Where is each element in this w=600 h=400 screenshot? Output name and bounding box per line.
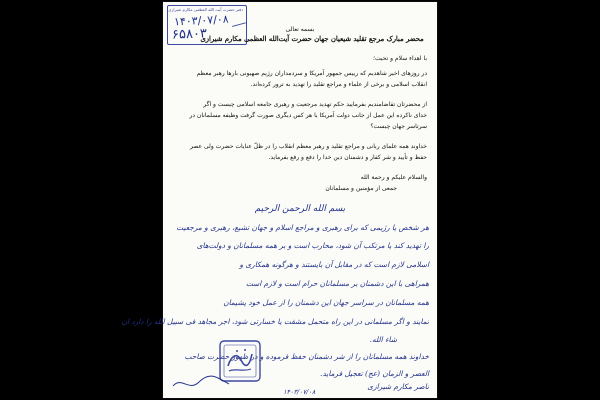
paragraph1-line2: انقلاب اسلامی و برخی از علماء و مراجع تقلید را تهدید به ترور کرده‌اند. <box>250 81 427 88</box>
letter-title: محضر مبارک مرجع تقلید شیعیان جهان حضرت آیت‌الله العظمی مکارم شیرازی <box>200 35 424 43</box>
reply-line-4: همراهی با این دشمنان بر مسلمانان حرام است و لازم است <box>245 279 429 288</box>
reply-closing-line-2: العصر و الزمان (عج) تعجیل فرماید. <box>320 369 429 378</box>
reply-line-5: همه مسلمانان در سراسر جهان این دشمنان را از عمل خود پشیمان <box>223 298 429 307</box>
signature-flourish-icon <box>171 372 231 394</box>
paragraph1-line1: در روزهای اخیر شاهدیم که رییس جمهور آمریکا و سردمداران رژیم صهیونی بارها رهبر معظم <box>196 70 427 77</box>
letter-signature: جمعی از مؤمنین و مسلمانان <box>325 185 397 192</box>
reply-bismillah: بسم الله الرحمن الرحیم <box>254 204 346 214</box>
seal-dot <box>236 350 238 352</box>
paragraph3-line2: حفظ و تأیید و شر کفار و دشمنان دین خدا را دفع و رفع بفرماید. <box>268 154 427 161</box>
reply-line-1: هر شخص یا رژیمی که برای رهبری و مراجع اسلام و جهان تشیع، رهبری و مرجعیت <box>176 223 429 232</box>
reply-date: ۱۴۰۳/۰۷/۰۸ <box>283 388 316 396</box>
letter-page <box>121 2 437 398</box>
stamp-date: ۱۴۰۳/۰۷/۰۸ <box>173 12 229 29</box>
seal-calligraphy-base <box>229 369 251 371</box>
reply-line-3: اسلامی لازم است که در مقابل آن بایستند و هرگونه همکاری و <box>239 260 429 269</box>
reply-line-2: را تهدید کند یا مرتکب آن شود، محارب است و بر همه مسلمانان و دولت‌های <box>196 241 429 250</box>
paragraph2-line1: از محضرتان تقاضامندیم بفرمایید حکم تهدید مرجعیت و رهبری جامعه اسلامی چیست و اگر <box>203 101 427 108</box>
seal-calligraphy-stroke <box>228 354 252 366</box>
reply-closing-line-1: خداوند همه مسلمانان را از شر دشمنان حفظ فرموده و در ظهور حضرت صاحب <box>184 352 429 361</box>
stamp-number: ۶۵۸۰۳ <box>171 26 208 43</box>
reply-signer: ناصر مکارم شیرازی <box>367 382 429 391</box>
reply-line-7: شاء الله. <box>369 335 397 344</box>
paragraph2-line3: سرتاسر جهان چیست؟ <box>370 123 427 130</box>
seal-dot <box>244 349 246 351</box>
letter-greeting: با اهداء سلام و تحیت؛ <box>373 55 427 62</box>
paragraph3-line1: خداوند همه علمای ربانی و مراجع تقلید و رهبر معظم انقلاب را در ظلّ عنایات حضرت ولی عصر <box>190 143 427 150</box>
reply-line-6: نمایند و اگر مسلمانی در این راه متحمل مشقت یا خسارتی شود، اجر مجاهد فی سبیل الله را دارد ان <box>121 317 429 326</box>
paragraph2-line2: خدای ناکرده این عمل از جانب دولت آمریکا یا هر کس دیگری صورت گرفت وظیفه مسلمانان در <box>189 112 427 119</box>
flourish-stroke <box>173 376 229 386</box>
letter-bismillah: بسمه تعالی <box>285 26 315 33</box>
stamp-office-name: دفتر حضرت آیت الله العظمی مکارم شیرازی <box>168 7 243 12</box>
letter-closing: والسلام علیکم و رحمة الله <box>360 174 427 181</box>
